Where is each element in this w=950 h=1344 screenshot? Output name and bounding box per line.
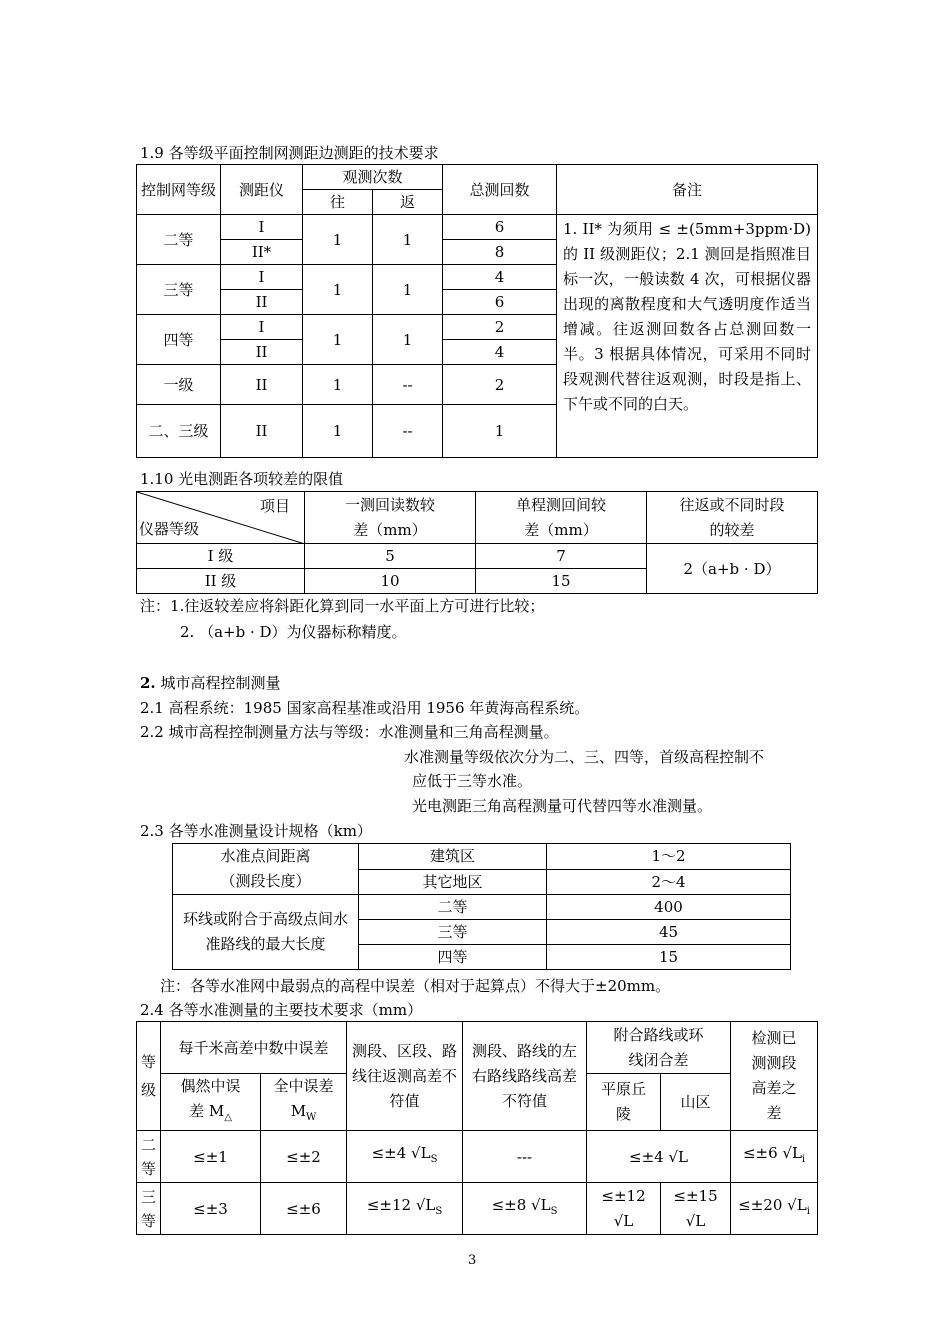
section-2-heading [140, 673, 280, 693]
table-1-9 [136, 164, 818, 458]
table-cell: 7 [476, 544, 647, 569]
table-cell: ≤±12 √L [587, 1183, 661, 1235]
table-cell: 其它地区 [359, 869, 547, 895]
seg-sub: S [430, 1154, 438, 1165]
section-2-text: 城市高程控制测量 [160, 674, 281, 692]
check-val: ≤±20 √L [738, 1196, 807, 1214]
table-cell: 1 [373, 265, 443, 315]
header-acc-sub: △ [224, 1112, 232, 1123]
header-h3: 往返或不同时段的较差 [647, 492, 818, 544]
table-cell: 1 [303, 265, 373, 315]
table-cell: II [221, 405, 303, 458]
merged-cell: 2（a+b · D） [647, 544, 818, 594]
header-full [261, 1074, 347, 1131]
table-cell: 1 [443, 405, 557, 458]
check-sub: i [806, 1206, 810, 1217]
header-plain: 平原丘陵 [587, 1074, 661, 1131]
table-cell: I [221, 315, 303, 340]
para-2-1: 2.1 高程系统：1985 国家高程基准或沿用 1956 年黄海高程系统。 [140, 699, 590, 717]
table-cell: 5 [305, 544, 476, 569]
table-cell: 1 [373, 215, 443, 265]
seg-val: ≤±12 √L [366, 1196, 436, 1214]
table-cell: 15 [476, 569, 647, 594]
diagonal-header [137, 492, 305, 544]
table-cell: ≤±4 √L [587, 1131, 731, 1183]
table-cell: -- [373, 365, 443, 405]
header-grade: 等级 [137, 1022, 161, 1131]
header-acc-text: 偶然中误差 M [180, 1077, 241, 1120]
table-row: 三等 [137, 1183, 161, 1235]
table-cell: II [221, 290, 303, 315]
table-cell: 1～2 [547, 844, 791, 870]
table-row: I 级 [137, 544, 305, 569]
table-cell: ≤±3 [161, 1183, 261, 1235]
table-cell: 2 [443, 365, 557, 405]
table-cell [463, 1183, 587, 1235]
table-cell: I [221, 265, 303, 290]
table-cell: 8 [443, 240, 557, 265]
table-cell: 4 [443, 265, 557, 290]
table-2-4 [136, 1021, 818, 1235]
table-cell: I [221, 215, 303, 240]
table-cell [731, 1131, 818, 1183]
table-cell: 1 [303, 405, 373, 458]
note-2-3: 注：各等水准网中最弱点的高程中误差（相对于起算点）不得大于±20mm。 [160, 977, 671, 995]
note-1-10-b: 2. （a+b · D）为仪器标称精度。 [180, 623, 407, 641]
table-cell [347, 1131, 463, 1183]
table-cell: 6 [443, 215, 557, 240]
table-cell: 2～4 [547, 869, 791, 895]
table-cell: II [221, 340, 303, 365]
group-1-label: 水准点间距离（测段长度） [173, 844, 359, 895]
table-cell: 10 [305, 569, 476, 594]
section-2-4-title: 2.4 各等水准测量的主要技术要求（mm） [140, 1001, 423, 1019]
para-2-2: 2.2 城市高程控制测量方法与等级：水准测量和三角高程测量。 [140, 723, 559, 741]
table-row: 二、三级 [137, 405, 221, 458]
header-seg: 测段、区段、路线往返测高差不符值 [347, 1022, 463, 1131]
table-cell: 二等 [359, 895, 547, 920]
note-1-10-a: 注：1.往返较差应将斜距化算到同一水平面上方可进行比较； [140, 597, 545, 615]
header-total: 总测回数 [443, 165, 557, 215]
check-sub: i [801, 1154, 806, 1165]
lr-sub: S [550, 1206, 558, 1217]
header-instrument: 测距仪 [221, 165, 303, 215]
header-full-text: 全中误差 M [273, 1077, 334, 1120]
header-full-sub: W [306, 1112, 317, 1123]
table-row: 一级 [137, 365, 221, 405]
table-row: 三等 [137, 265, 221, 315]
header-per-km: 每千米高差中数中误差 [161, 1022, 347, 1074]
table-cell: ≤±15 √L [661, 1183, 731, 1235]
group-2-label: 环线或附合于高级点间水准路线的最大长度 [173, 895, 359, 970]
lr-val: ≤±8 √L [491, 1196, 551, 1214]
table-cell: 15 [547, 945, 791, 970]
table-1-10 [136, 491, 818, 594]
table-cell: 三等 [359, 920, 547, 945]
header-go: 往 [303, 190, 373, 215]
section-2-num: 2. [140, 674, 156, 692]
header-lr: 测段、路线的左右路线路线高差不符值 [463, 1022, 587, 1131]
table-cell [347, 1183, 463, 1235]
check-val: ≤±6 √L [742, 1144, 802, 1162]
table-row: 二等 [137, 215, 221, 265]
table-cell: 45 [547, 920, 791, 945]
table-cell: 建筑区 [359, 844, 547, 870]
table-cell: 1 [303, 315, 373, 365]
table-row: 二等 [137, 1131, 161, 1183]
table-cell: 2 [443, 315, 557, 340]
header-mount: 山区 [661, 1074, 731, 1131]
header-back: 返 [373, 190, 443, 215]
diag-bottom-label: 仪器等级 [139, 520, 200, 538]
para-2-2a: 水准测量等级依次分为二、三、四等，首级高程控制不 [404, 748, 765, 766]
table-cell: 1 [303, 365, 373, 405]
header-h1: 一测回读数较差（mm） [305, 492, 476, 544]
header-obs-count: 观测次数 [303, 165, 443, 190]
para-2-2c: 光电测距三角高程测量可代替四等水准测量。 [412, 797, 713, 815]
table-cell: 四等 [359, 945, 547, 970]
page-number: 3 [468, 1253, 477, 1268]
section-1-9-title: 1.9 各等级平面控制网测距边测距的技术要求 [140, 144, 439, 162]
table-cell [731, 1183, 818, 1235]
diag-top-label: 项目 [259, 497, 290, 515]
remark-text: 1. II* 为须用 ≤ ±(5mm+3ppm·D)的 II 级测距仪；2.1 测回是指照准目标一次，一般读数 4 次，可根据仪器出现的离散程度和大气透明度作适当增减。往返测回数各占总测回数一半。3 根据具体情况，可采用不同时段观测代替往返观测，时段是指上、下午或不同的白天。 [557, 215, 818, 458]
table-cell: ≤±1 [161, 1131, 261, 1183]
header-h2: 单程测回间较差（mm） [476, 492, 647, 544]
table-cell: 400 [547, 895, 791, 920]
table-row: II 级 [137, 569, 305, 594]
header-close: 附合路线或环线闭合差 [587, 1022, 731, 1074]
table-cell: II* [221, 240, 303, 265]
table-cell: ≤±2 [261, 1131, 347, 1183]
table-cell: 1 [373, 315, 443, 365]
header-grade: 控制网等级 [137, 165, 221, 215]
table-2-3 [172, 843, 791, 970]
table-cell: 6 [443, 290, 557, 315]
table-cell: II [221, 365, 303, 405]
table-cell: --- [463, 1131, 587, 1183]
table-cell: 1 [303, 215, 373, 265]
header-check: 检测已测测段高差之差 [731, 1022, 818, 1131]
para-2-2b: 应低于三等水准。 [412, 772, 533, 790]
header-acc [161, 1074, 261, 1131]
section-2-3-title: 2.3 各等水准测量设计规格（km） [140, 822, 372, 840]
table-cell: 4 [443, 340, 557, 365]
seg-sub: S [435, 1206, 443, 1217]
header-remark: 备注 [557, 165, 818, 215]
section-1-10-title: 1.10 光电测距各项较差的限值 [140, 470, 344, 488]
table-cell: ≤±6 [261, 1183, 347, 1235]
table-row: 四等 [137, 315, 221, 365]
table-cell: -- [373, 405, 443, 458]
seg-val: ≤±4 √L [371, 1144, 431, 1162]
